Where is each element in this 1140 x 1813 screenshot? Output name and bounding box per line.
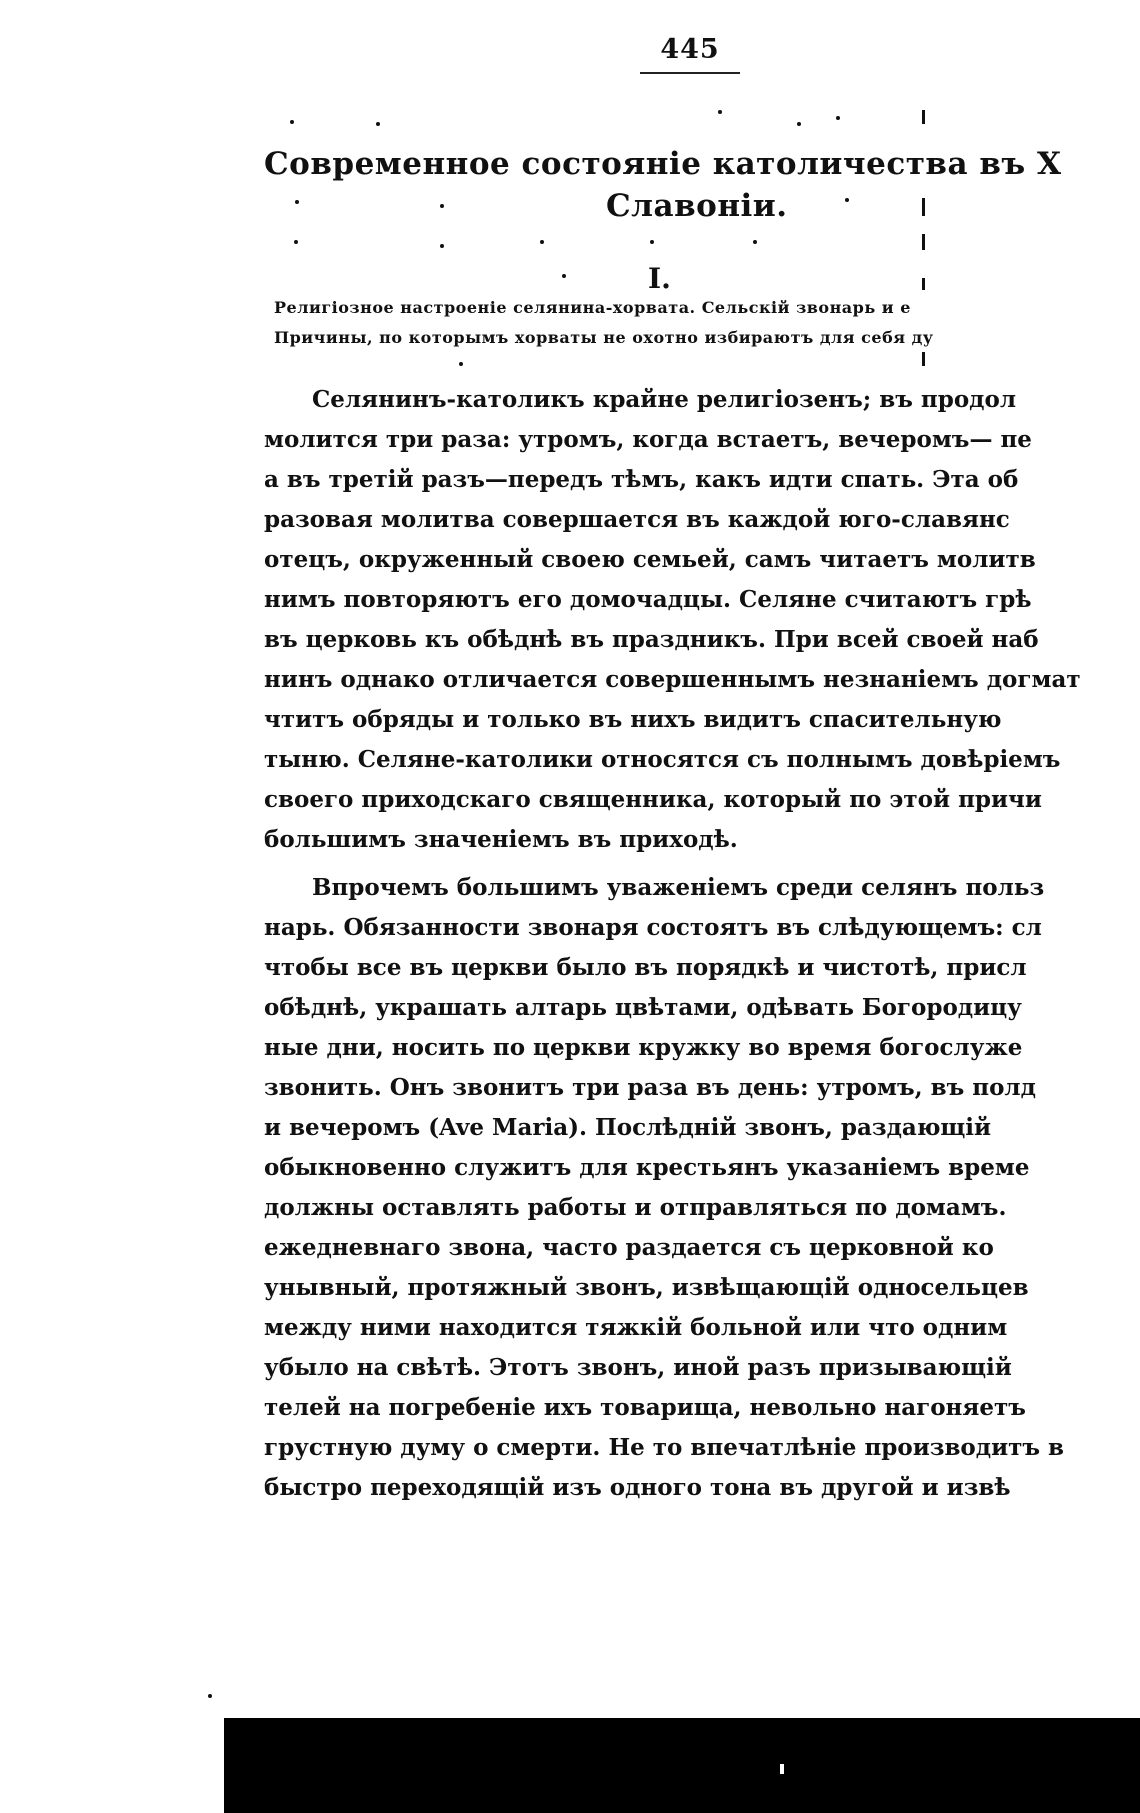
page-number-rule — [640, 72, 740, 74]
chapter-title — [264, 146, 1062, 256]
scan-speck — [290, 120, 294, 124]
scan-artifact — [780, 1764, 784, 1774]
text-line: разовая молитва совершается въ каждой юго-славянс — [264, 506, 1010, 533]
text-line: телей на погребенiе ихъ товарища, невольно нагоняетъ — [264, 1394, 1026, 1421]
text-line: въ церковь къ обѣднѣ въ праздникъ. При всей своей наб — [264, 626, 1039, 653]
section-summary — [264, 298, 934, 358]
text-line: тыню. Селяне-католики относятся съ полнымъ довѣрiемъ — [264, 746, 1061, 773]
text-line: своего приходскаго священника, который по этой причи — [264, 786, 1042, 813]
text-line: большимъ значенiемъ въ приходѣ. — [264, 826, 738, 853]
scan-speck — [208, 1694, 212, 1698]
text-line: чтобы все въ церкви было въ порядкѣ и чистотѣ, присл — [264, 954, 1027, 981]
text-line: чтитъ обряды и только въ нихъ видитъ спасительную — [264, 706, 1002, 733]
text-line: молится три раза: утромъ, когда встаетъ, вечеромъ— пе — [264, 426, 1032, 453]
text-line: Селянинъ-католикъ крайне религiозенъ; въ продол — [312, 386, 1017, 413]
scan-speck — [836, 116, 840, 120]
text-line: и вечеромъ (Ave Maria). Послѣднiй звонъ, раздающiй — [264, 1114, 992, 1141]
text-line: ежедневнаго звона, часто раздается съ церковной ко — [264, 1234, 994, 1261]
scan-speck — [797, 122, 801, 126]
text-line: обыкновенно служитъ для крестьянъ указанiемъ време — [264, 1154, 1030, 1181]
section-number: I. — [648, 262, 671, 295]
scan-speck — [459, 362, 463, 366]
text-line: нарь. Обязанности звонаря состоятъ въ слѣдующемъ: сл — [264, 914, 1042, 941]
scan-edge-mark — [922, 278, 925, 290]
text-line: между ними находится тяжкiй больной или что одним — [264, 1314, 1008, 1341]
scan-shadow-bar — [224, 1718, 1140, 1813]
scan-speck — [718, 110, 722, 114]
scan-speck — [376, 122, 380, 126]
chapter-title-line-2: Славонiи. — [606, 188, 788, 224]
page-number: 445 — [660, 34, 720, 65]
text-line: отецъ, окруженный своею семьей, самъ читаетъ молитв — [264, 546, 1036, 573]
text-line: ные дни, носить по церкви кружку во время богослуже — [264, 1034, 1023, 1061]
scan-speck — [562, 274, 566, 278]
text-line: унывный, протяжный звонъ, извѣщающiй односельцев — [264, 1274, 1029, 1301]
text-line: нинъ однако отличается совершеннымъ незнанiемъ догмат — [264, 666, 1081, 693]
body-text — [264, 380, 1081, 1510]
text-line: должны оставлять работы и отправляться по домамъ. — [264, 1194, 1007, 1221]
text-line: обѣднѣ, украшать алтарь цвѣтами, одѣвать Богородицу — [264, 994, 1022, 1021]
scan-edge-mark — [922, 110, 925, 124]
summary-line: Религiозное настроенiе селянина-хорвата. Сельскiй звонарь и е — [274, 298, 911, 317]
chapter-title-line-1: Современное состоянiе католичества въ Х — [264, 146, 1062, 182]
text-line: а въ третiй разъ—передъ тѣмъ, какъ идти спать. Эта об — [264, 466, 1019, 493]
text-line: нимъ повторяютъ его домочадцы. Селяне считаютъ грѣ — [264, 586, 1032, 613]
text-line: Впрочемъ большимъ уваженiемъ среди селянъ польз — [312, 874, 1045, 901]
text-line: быстро переходящiй изъ одного тона въ другой и извѣ — [264, 1474, 1011, 1501]
text-line: убыло на свѣтѣ. Этотъ звонъ, иной разъ призывающiй — [264, 1354, 1012, 1381]
text-line: звонить. Онъ звонитъ три раза въ день: утромъ, въ полд — [264, 1074, 1036, 1101]
text-line: грустную думу о смерти. Не то впечатлѣнiе производитъ в — [264, 1434, 1065, 1461]
summary-line: Причины, по которымъ хорваты не охотно избираютъ для себя ду — [274, 328, 934, 347]
